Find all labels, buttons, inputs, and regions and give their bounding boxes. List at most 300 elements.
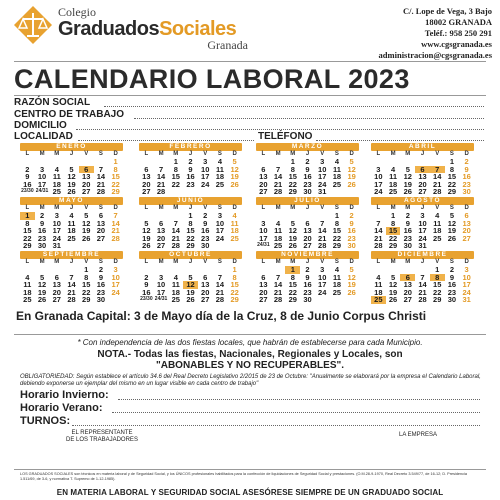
weekday-header xyxy=(371,151,474,158)
day-cell: 15 xyxy=(186,226,195,235)
nota-line1: NOTA.- Todas las fiestas, Nacionales, Regionales y Locales, son xyxy=(97,349,403,360)
weekday-label: M xyxy=(173,259,179,265)
day-cell: 25 xyxy=(67,233,76,243)
day-cell: 25 xyxy=(388,187,398,196)
day-cell: 2 xyxy=(25,164,30,174)
day-cell: 25 xyxy=(23,295,32,304)
day-grid xyxy=(139,212,242,250)
day-cell: 15 xyxy=(171,172,180,181)
day-cell: 23 xyxy=(201,233,210,243)
day-cell: 16 xyxy=(142,287,151,297)
day-cell: 17 xyxy=(215,226,225,235)
day-cell: 2 xyxy=(188,157,193,166)
weekday-label: J xyxy=(420,259,425,265)
month-julio xyxy=(256,197,359,251)
day-cell xyxy=(227,242,242,250)
day-cell: 15 xyxy=(82,280,91,289)
month-enero xyxy=(20,143,123,197)
day-cell xyxy=(344,296,359,304)
day-cell: 11 xyxy=(389,172,398,181)
day-cell: 1 xyxy=(188,211,193,220)
weekday-label: M xyxy=(275,205,281,211)
weekday-label: V xyxy=(320,151,325,157)
day-cell: 25 xyxy=(230,233,239,243)
day-cell: 8 xyxy=(449,164,454,174)
day-cell: 4 xyxy=(376,272,381,282)
day-cell: 14 xyxy=(433,172,442,181)
day-cell: 31 xyxy=(52,241,61,250)
day-grid xyxy=(20,212,123,250)
day-cell: 2 xyxy=(405,211,410,220)
day-cell: 27 xyxy=(96,233,106,243)
day-cell: 10 xyxy=(318,272,327,282)
weekday-label: S xyxy=(334,151,339,157)
weekday-label: J xyxy=(188,259,193,265)
weekday-label: D xyxy=(113,259,118,265)
address-email[interactable]: administracion@cgsgranada.es xyxy=(378,50,492,60)
day-cell: 13 xyxy=(142,172,151,181)
day-cell: 14 xyxy=(418,280,427,289)
day-cell: 12 xyxy=(230,164,239,174)
address-web[interactable]: www.cgsgranada.es xyxy=(421,39,492,49)
month-title: NOVIEMBRE xyxy=(256,251,359,259)
day-cell: 19 xyxy=(82,226,91,235)
weekday-label: M xyxy=(390,259,396,265)
day-cell: 2 xyxy=(464,157,469,166)
day-cell: 15 xyxy=(447,172,457,181)
day-cell: 17 xyxy=(201,172,210,181)
day-cell: 20 xyxy=(96,226,106,235)
day-cell: 26 xyxy=(447,233,457,243)
day-cell: 21 xyxy=(156,179,166,189)
day-cell: 17 xyxy=(462,280,471,289)
weekday-label: S xyxy=(98,205,103,211)
day-cell: 19 xyxy=(403,179,412,189)
day-cell: 11 xyxy=(332,272,341,282)
weekday-label: V xyxy=(84,205,89,211)
day-cell: 25 xyxy=(371,296,386,304)
day-cell: 14 xyxy=(156,172,166,181)
day-cell: 4 xyxy=(334,157,339,166)
day-cell: 23 xyxy=(37,233,47,243)
day-cell: 26 xyxy=(142,241,151,250)
day-cell: 10 xyxy=(318,164,327,174)
day-cell xyxy=(168,188,183,196)
day-cell: 7 xyxy=(420,272,425,282)
day-cell: 22 xyxy=(23,233,32,243)
nota-line2: "ABONABLES Y NO RECUPERABLES". xyxy=(155,360,345,371)
day-cell: 14 xyxy=(273,172,283,181)
day-cell: 23 xyxy=(447,287,457,297)
day-cell: 7 xyxy=(275,164,281,174)
day-cell: 23 xyxy=(186,179,195,189)
day-cell: 27 xyxy=(259,295,268,304)
footer-slogan: EN MATERIA LABORAL Y SEGURIDAD SOCIAL ASESÓRESE SIEMPRE DE UN GRADUADO SOCIAL xyxy=(56,488,444,497)
month-febrero xyxy=(139,143,242,197)
local-holidays-note: * Con independencia de las dos fiestas locales, que habrán de establecerse para cada Municipio. xyxy=(77,338,423,347)
day-grid xyxy=(256,212,359,250)
day-grid xyxy=(139,158,242,196)
month-octubre xyxy=(139,251,242,305)
day-cell: 22 xyxy=(230,287,239,297)
day-cell: 29 xyxy=(447,187,457,196)
day-cell: 8 xyxy=(84,272,89,282)
day-cell: 15 xyxy=(230,280,239,289)
turnos-line[interactable] xyxy=(72,425,480,426)
day-grid xyxy=(256,266,359,304)
day-cell: 11 xyxy=(52,172,61,181)
day-cell: 8 xyxy=(232,272,237,282)
day-cell: 21 xyxy=(171,233,180,243)
address-block xyxy=(379,6,492,61)
weekday-label: L xyxy=(144,205,149,211)
day-cell: 8 xyxy=(25,218,30,228)
day-cell: 6 xyxy=(464,211,469,220)
day-cell: 29 xyxy=(82,295,91,304)
day-cell: 29 xyxy=(230,295,239,304)
day-cell: 28 xyxy=(111,233,120,243)
day-cell: 18 xyxy=(273,233,283,243)
horario-verano-line[interactable] xyxy=(112,412,480,413)
day-cell: 10 xyxy=(418,218,427,228)
day-cell: 19 xyxy=(288,233,297,243)
day-grid xyxy=(371,212,474,250)
day-cell: 2 xyxy=(39,211,45,220)
day-cell: 6 xyxy=(203,272,208,282)
day-cell: 29 xyxy=(288,187,297,196)
day-cell: 5 xyxy=(84,211,89,220)
day-cell: 30 xyxy=(201,241,210,250)
day-cell: 22 xyxy=(288,179,297,189)
day-cell: 8 xyxy=(113,164,118,174)
day-cell: 11 xyxy=(23,280,32,289)
day-cell: 15 xyxy=(288,172,297,181)
weekday-label: S xyxy=(449,259,454,265)
weekday-label: M xyxy=(405,259,411,265)
day-cell: 15 xyxy=(433,280,442,289)
day-cell: 6 xyxy=(305,218,310,228)
day-cell: 17 xyxy=(52,226,61,235)
month-septiembre xyxy=(20,251,123,305)
day-cell: 23/30 xyxy=(21,188,34,194)
telefono-line[interactable] xyxy=(316,140,484,141)
weekday-label: D xyxy=(232,205,237,211)
day-cell: 12 xyxy=(183,281,198,289)
weekday-label: M xyxy=(290,151,296,157)
day-cell: 18 xyxy=(171,287,180,297)
day-cell: 9 xyxy=(98,272,103,282)
weekday-label: D xyxy=(464,259,469,265)
day-cell: 26 xyxy=(288,241,297,250)
day-cell xyxy=(330,296,345,304)
day-cell: 5 xyxy=(232,157,237,166)
weekday-label: M xyxy=(54,205,60,211)
day-cell: 17 xyxy=(156,287,166,297)
day-cell: 26 xyxy=(347,287,356,297)
day-cell: 1 xyxy=(20,212,35,220)
day-cell: 22 xyxy=(186,233,195,243)
weekday-label: L xyxy=(261,205,266,211)
weekday-label: D xyxy=(232,151,237,157)
org-name-line3: Granada xyxy=(207,38,248,52)
weekday-label: S xyxy=(334,205,339,211)
day-cell: 18 xyxy=(374,287,383,297)
weekday-label: S xyxy=(334,259,339,265)
weekday-label: J xyxy=(305,259,310,265)
obligatoriedad-text: OBLIGATORIEDAD: Según establece el artículo 34.6 del Real Decreto Legislativo 2/2015 de 23 de Octubre: "Anualmente se elaborará por la empresa el Calendario Laboral, debiendo exponerse un ejemplar del mismo en un lugar visible en cada centro de trabajo" xyxy=(20,374,481,387)
weekday-label: D xyxy=(113,151,118,157)
weekday-label: M xyxy=(158,205,164,211)
day-cell: 30 xyxy=(447,295,457,304)
day-cell: 20 xyxy=(259,287,268,297)
day-cell: 29 xyxy=(388,241,398,250)
day-cell: 19 xyxy=(230,172,239,181)
month-title: JUNIO xyxy=(139,197,242,205)
localidad-line[interactable] xyxy=(78,140,254,141)
day-cell: 3 xyxy=(376,164,381,174)
domicilio-line[interactable] xyxy=(76,129,484,130)
weekday-header xyxy=(20,259,123,266)
day-cell: 13 xyxy=(303,226,312,235)
day-cell: 8 xyxy=(173,164,178,174)
day-cell: 4 xyxy=(25,272,30,282)
day-cell: 21 xyxy=(418,287,427,297)
day-cell: 30 xyxy=(462,187,471,196)
day-cell: 14 xyxy=(374,226,383,235)
day-cell: 14 xyxy=(67,280,76,289)
day-cell: 25 xyxy=(332,287,342,297)
day-cell: 24 xyxy=(318,179,327,189)
day-cell: 20 xyxy=(52,287,61,297)
day-cell: 12 xyxy=(142,226,151,235)
day-cell: 29 xyxy=(111,187,120,196)
day-cell: 13 xyxy=(403,280,412,289)
weekday-label: M xyxy=(275,151,281,157)
day-cell: 19 xyxy=(142,233,151,243)
day-cell: 4 xyxy=(69,211,74,220)
day-cell: 30 xyxy=(347,241,356,250)
day-cell: 21 xyxy=(215,287,225,297)
day-cell: 27 xyxy=(52,295,61,304)
horario-invierno-line[interactable] xyxy=(118,399,480,400)
day-cell: 3 xyxy=(420,211,425,220)
day-cell: 18 xyxy=(388,179,398,189)
weekday-label: S xyxy=(449,205,454,211)
field-localidad: LOCALIDAD xyxy=(14,131,73,142)
day-cell: 20 xyxy=(462,226,471,235)
day-cell: 11 xyxy=(230,218,239,228)
day-cell: 12 xyxy=(67,172,76,181)
weekday-label: M xyxy=(158,259,164,265)
day-cell: 27 xyxy=(259,187,268,196)
day-cell: 4 xyxy=(334,265,339,274)
day-cell xyxy=(64,242,79,250)
day-cell: 24/31 xyxy=(154,296,168,302)
day-cell: 28 xyxy=(374,241,383,250)
day-cell: 14 xyxy=(111,218,120,228)
day-cell: 25 xyxy=(215,179,225,189)
weekday-header xyxy=(371,259,474,266)
day-cell: 17 xyxy=(318,280,327,289)
weekday-header xyxy=(20,151,123,158)
day-cell: 4 xyxy=(54,164,59,174)
day-cell: 9 xyxy=(305,272,310,282)
day-cell: 22 xyxy=(171,179,180,189)
day-cell: 21 xyxy=(433,179,442,189)
day-cell: 9 xyxy=(464,164,469,174)
day-cell: 4 xyxy=(390,164,396,174)
day-cell: 8 xyxy=(334,218,339,228)
weekday-label: V xyxy=(84,259,89,265)
day-cell: 10 xyxy=(156,280,166,289)
weekday-label: D xyxy=(349,205,354,211)
day-cell: 26 xyxy=(67,187,76,196)
day-cell: 9 xyxy=(144,280,149,289)
day-cell: 16 xyxy=(462,172,471,181)
day-cell: 30 xyxy=(96,295,106,304)
day-cell: 20 xyxy=(259,179,268,189)
day-cell: 27 xyxy=(201,295,210,304)
day-cell xyxy=(430,242,445,250)
day-cell: 5 xyxy=(144,218,149,228)
day-cell: 23 xyxy=(96,287,106,297)
weekday-label: V xyxy=(435,259,440,265)
day-cell: 13 xyxy=(462,218,471,228)
day-cell: 1 xyxy=(390,211,396,220)
month-junio xyxy=(139,197,242,251)
weekday-label: D xyxy=(349,259,354,265)
day-cell xyxy=(330,188,345,196)
day-cell: 4 xyxy=(435,211,440,220)
day-cell: 26 xyxy=(82,233,91,243)
day-grid xyxy=(20,158,123,196)
day-cell: 27 xyxy=(462,233,471,243)
day-cell: 27 xyxy=(418,187,427,196)
day-cell: 19 xyxy=(67,179,76,189)
day-cell: 21 xyxy=(67,287,76,297)
weekday-label: M xyxy=(173,151,179,157)
weekday-label: S xyxy=(98,151,103,157)
address-city: 18002 GRANADA xyxy=(425,17,492,27)
day-cell: 3 xyxy=(203,157,208,166)
day-cell: 20 xyxy=(418,179,427,189)
footer-legal: LOS GRADUADOS SOCIALES son técnicos en materia laboral y de Seguridad Social, y los ÚNICOS profesionales habilitados para la confección de liquidaciones de Seguridad Social y prestaciones. (O.M.28-9-1970, Real Decreto 3.549/77, de 16-12; D. Presidencia 1.511/69, de 3-6, y normativa T. Supremo de 1-12-1985). xyxy=(20,472,468,481)
day-cell: 3 xyxy=(113,265,118,274)
day-cell: 16 xyxy=(37,226,47,235)
day-cell: 22 xyxy=(447,179,457,189)
day-cell: 21 xyxy=(374,233,383,243)
day-cell xyxy=(94,242,109,250)
day-cell: 23 xyxy=(303,287,312,297)
day-cell: 5 xyxy=(349,265,354,274)
day-cell: 12 xyxy=(403,172,412,181)
day-cell: 10 xyxy=(37,172,47,181)
weekday-label: M xyxy=(54,259,60,265)
day-cell: 1 xyxy=(285,266,300,274)
day-cell: 12 xyxy=(37,280,47,289)
weekday-label: S xyxy=(98,259,103,265)
day-cell: 29 xyxy=(186,241,195,250)
month-title: SEPTIEMBRE xyxy=(20,251,123,259)
day-cell: 27 xyxy=(303,241,312,250)
weekday-label: L xyxy=(25,151,30,157)
day-cell xyxy=(108,242,123,250)
day-cell: 12 xyxy=(82,218,91,228)
month-abril xyxy=(371,143,474,197)
weekday-label: L xyxy=(261,151,266,157)
weekday-label: V xyxy=(320,259,325,265)
field-telefono: TELÉFONO xyxy=(258,131,313,142)
weekday-label: M xyxy=(39,205,45,211)
day-cell: 7 xyxy=(430,166,445,174)
day-cell: 23 xyxy=(303,179,312,189)
day-cell: 18 xyxy=(215,172,225,181)
day-cell: 15 xyxy=(288,280,297,289)
weekday-label: L xyxy=(376,259,381,265)
day-cell: 16 xyxy=(186,172,195,181)
day-cell: 27 xyxy=(82,187,91,196)
day-cell: 16 xyxy=(23,179,32,189)
day-cell: 5 xyxy=(449,211,454,220)
day-cell: 25 xyxy=(171,295,180,304)
day-cell: 7 xyxy=(69,272,74,282)
day-cell: 22 xyxy=(82,287,91,297)
weekday-label: L xyxy=(144,259,149,265)
day-cell: 15 xyxy=(332,226,342,235)
day-cell: 30 xyxy=(403,241,412,250)
day-cell: 18 xyxy=(332,172,342,181)
day-cell: 24 xyxy=(215,233,225,243)
day-cell: 28 xyxy=(273,295,283,304)
razon-social-line[interactable] xyxy=(104,106,484,107)
weekday-label: J xyxy=(69,151,74,157)
day-cell: 26 xyxy=(388,295,398,304)
weekday-label: L xyxy=(144,151,149,157)
day-cell: 15 xyxy=(386,227,401,235)
day-cell: 14 xyxy=(215,280,225,289)
day-cell: 4 xyxy=(217,157,222,166)
day-cell: 16 xyxy=(447,280,457,289)
day-cell: 17 xyxy=(259,233,268,243)
day-cell: 25 xyxy=(433,233,442,243)
day-cell: 1 xyxy=(84,265,89,274)
day-cell xyxy=(227,188,242,196)
day-cell: 17 xyxy=(111,280,120,289)
day-cell: 30 xyxy=(37,241,47,250)
month-agosto xyxy=(371,197,474,251)
day-cell: 6 xyxy=(144,164,149,174)
weekday-label: D xyxy=(464,151,469,157)
day-cell: 12 xyxy=(347,272,356,282)
day-grid xyxy=(20,266,123,304)
day-cell: 14 xyxy=(171,226,180,235)
weekday-label: D xyxy=(349,151,354,157)
weekday-label: J xyxy=(69,205,74,211)
day-cell: 4 xyxy=(173,272,178,282)
weekday-label: V xyxy=(84,151,89,157)
day-cell: 8 xyxy=(430,274,445,282)
day-cell: 12 xyxy=(388,280,398,289)
day-cell: 19 xyxy=(347,172,356,181)
day-cell: 24/31 xyxy=(35,188,49,194)
day-cell: 10 xyxy=(374,172,383,181)
day-cell: 29 xyxy=(23,241,32,250)
day-cell: 9 xyxy=(349,218,354,228)
day-cell: 19 xyxy=(186,287,195,297)
day-cell: 6 xyxy=(400,274,415,282)
centro-trabajo-line[interactable] xyxy=(134,118,484,119)
weekday-label: L xyxy=(25,259,30,265)
